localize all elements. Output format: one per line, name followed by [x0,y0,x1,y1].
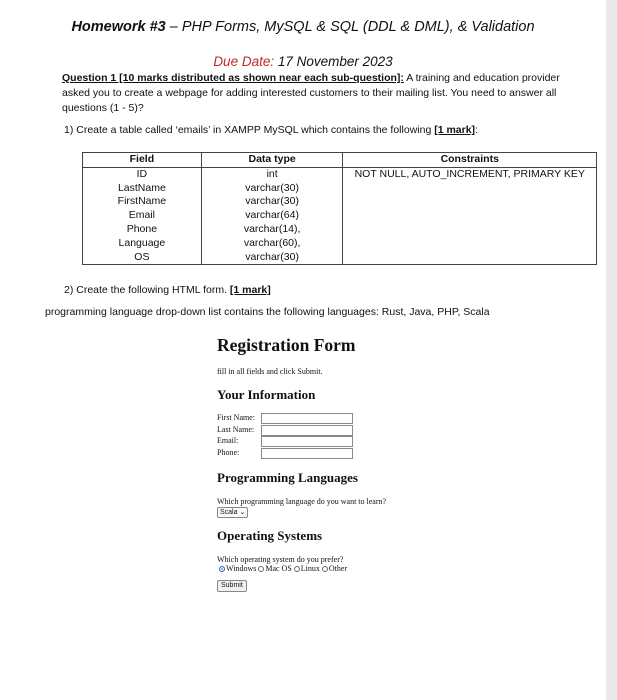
question-1 [62,71,572,116]
table-cell: int [201,167,343,181]
table-cell: OS [83,251,202,265]
emails-table [82,152,597,265]
email-label: Email: [217,436,239,445]
table-row [83,209,597,223]
item-2-text: 2) Create the following HTML form. [64,284,230,296]
table-cell: Language [83,237,202,251]
table-row [83,251,597,265]
table-cell [343,209,597,223]
item-1-text: 1) Create a table called ‘emails’ in XAMPP MySQL which contains the following [64,124,435,136]
table-row [83,237,597,251]
section-programming-languages: Programming Languages [217,470,358,485]
table-row [83,167,597,181]
language-select[interactable] [217,507,248,518]
table-cell [343,195,597,209]
table-row [83,223,597,237]
title-bold: Homework #3 [71,19,166,35]
table-cell: Phone [83,223,202,237]
table-cell [343,223,597,237]
phone-input[interactable] [261,448,353,459]
table-cell: LastName [83,182,202,196]
due-label: Due Date: [213,54,275,69]
table-row [83,195,597,209]
item-1 [64,124,478,136]
item-1-mark: [1 mark] [434,124,476,136]
table-cell: ID [83,167,202,181]
os-radio-group [219,564,347,573]
table-cell: Email [83,209,202,223]
document-title [0,19,606,35]
table-cell: varchar(30) [201,195,343,209]
radio-windows[interactable] [219,566,225,572]
title-rest: – PHP Forms, MySQL & SQL (DDL & DML), & Validation [165,19,535,35]
language-selected-value: Scala [220,509,238,516]
last-name-label: Last Name: [217,425,255,434]
os-question: Which operating system do you prefer? [217,555,344,564]
section-your-information: Your Information [217,387,316,402]
table-row [83,182,597,196]
table-header-datatype: Data type [201,153,343,168]
item-1-colon: : [475,124,478,136]
phone-label: Phone: [217,448,240,457]
item-2-mark: [1 mark] [229,284,271,296]
table-cell: varchar(14), [201,223,343,237]
due-value: 17 November 2023 [274,54,393,69]
last-name-input[interactable] [261,425,353,436]
table-cell [343,182,597,196]
table-header-constraints: Constraints [343,153,597,168]
table-cell: varchar(30) [201,251,343,265]
table-cell: varchar(60), [201,237,343,251]
submit-button[interactable]: Submit [217,580,247,592]
table-cell: varchar(64) [201,209,343,223]
table-cell: FirstName [83,195,202,209]
table-cell: NOT NULL, AUTO_INCREMENT, PRIMARY KEY [343,167,597,181]
email-input[interactable] [261,436,353,447]
radio-linux[interactable] [294,566,300,572]
radio-mac-os[interactable] [258,566,264,572]
form-title: Registration Form [217,335,356,355]
language-question: Which programming language do you want to learn? [217,497,387,506]
table-cell [343,251,597,265]
section-operating-systems: Operating Systems [217,528,323,543]
form-instruction: fill in all fields and click Submit. [217,367,323,376]
due-date [0,54,606,69]
programming-note: programming language drop-down list contains the following languages: Rust, Java, PHP, Scala [45,306,490,318]
radio-mac-os-label: Mac OS [265,564,292,573]
radio-linux-label: Linux [300,564,320,573]
radio-windows-label: Windows [226,564,257,573]
first-name-input[interactable] [261,413,353,424]
item-2 [64,284,271,296]
radio-other-label: Other [328,564,348,573]
table-cell [343,237,597,251]
table-header-field: Field [83,153,202,168]
table-cell: varchar(30) [201,182,343,196]
table-header-row [83,153,597,168]
chevron-down-icon: ⌄ [239,509,246,516]
question-1-text: A training and education provider asked you to create a webpage for adding interested customers to their mailing list. You need to answer all questions (1 - 5)? [62,72,560,114]
question-1-heading: Question 1 [10 marks distributed as shown near each sub-question]: [62,72,404,84]
radio-other[interactable] [322,566,328,572]
first-name-label: First Name: [217,413,255,422]
